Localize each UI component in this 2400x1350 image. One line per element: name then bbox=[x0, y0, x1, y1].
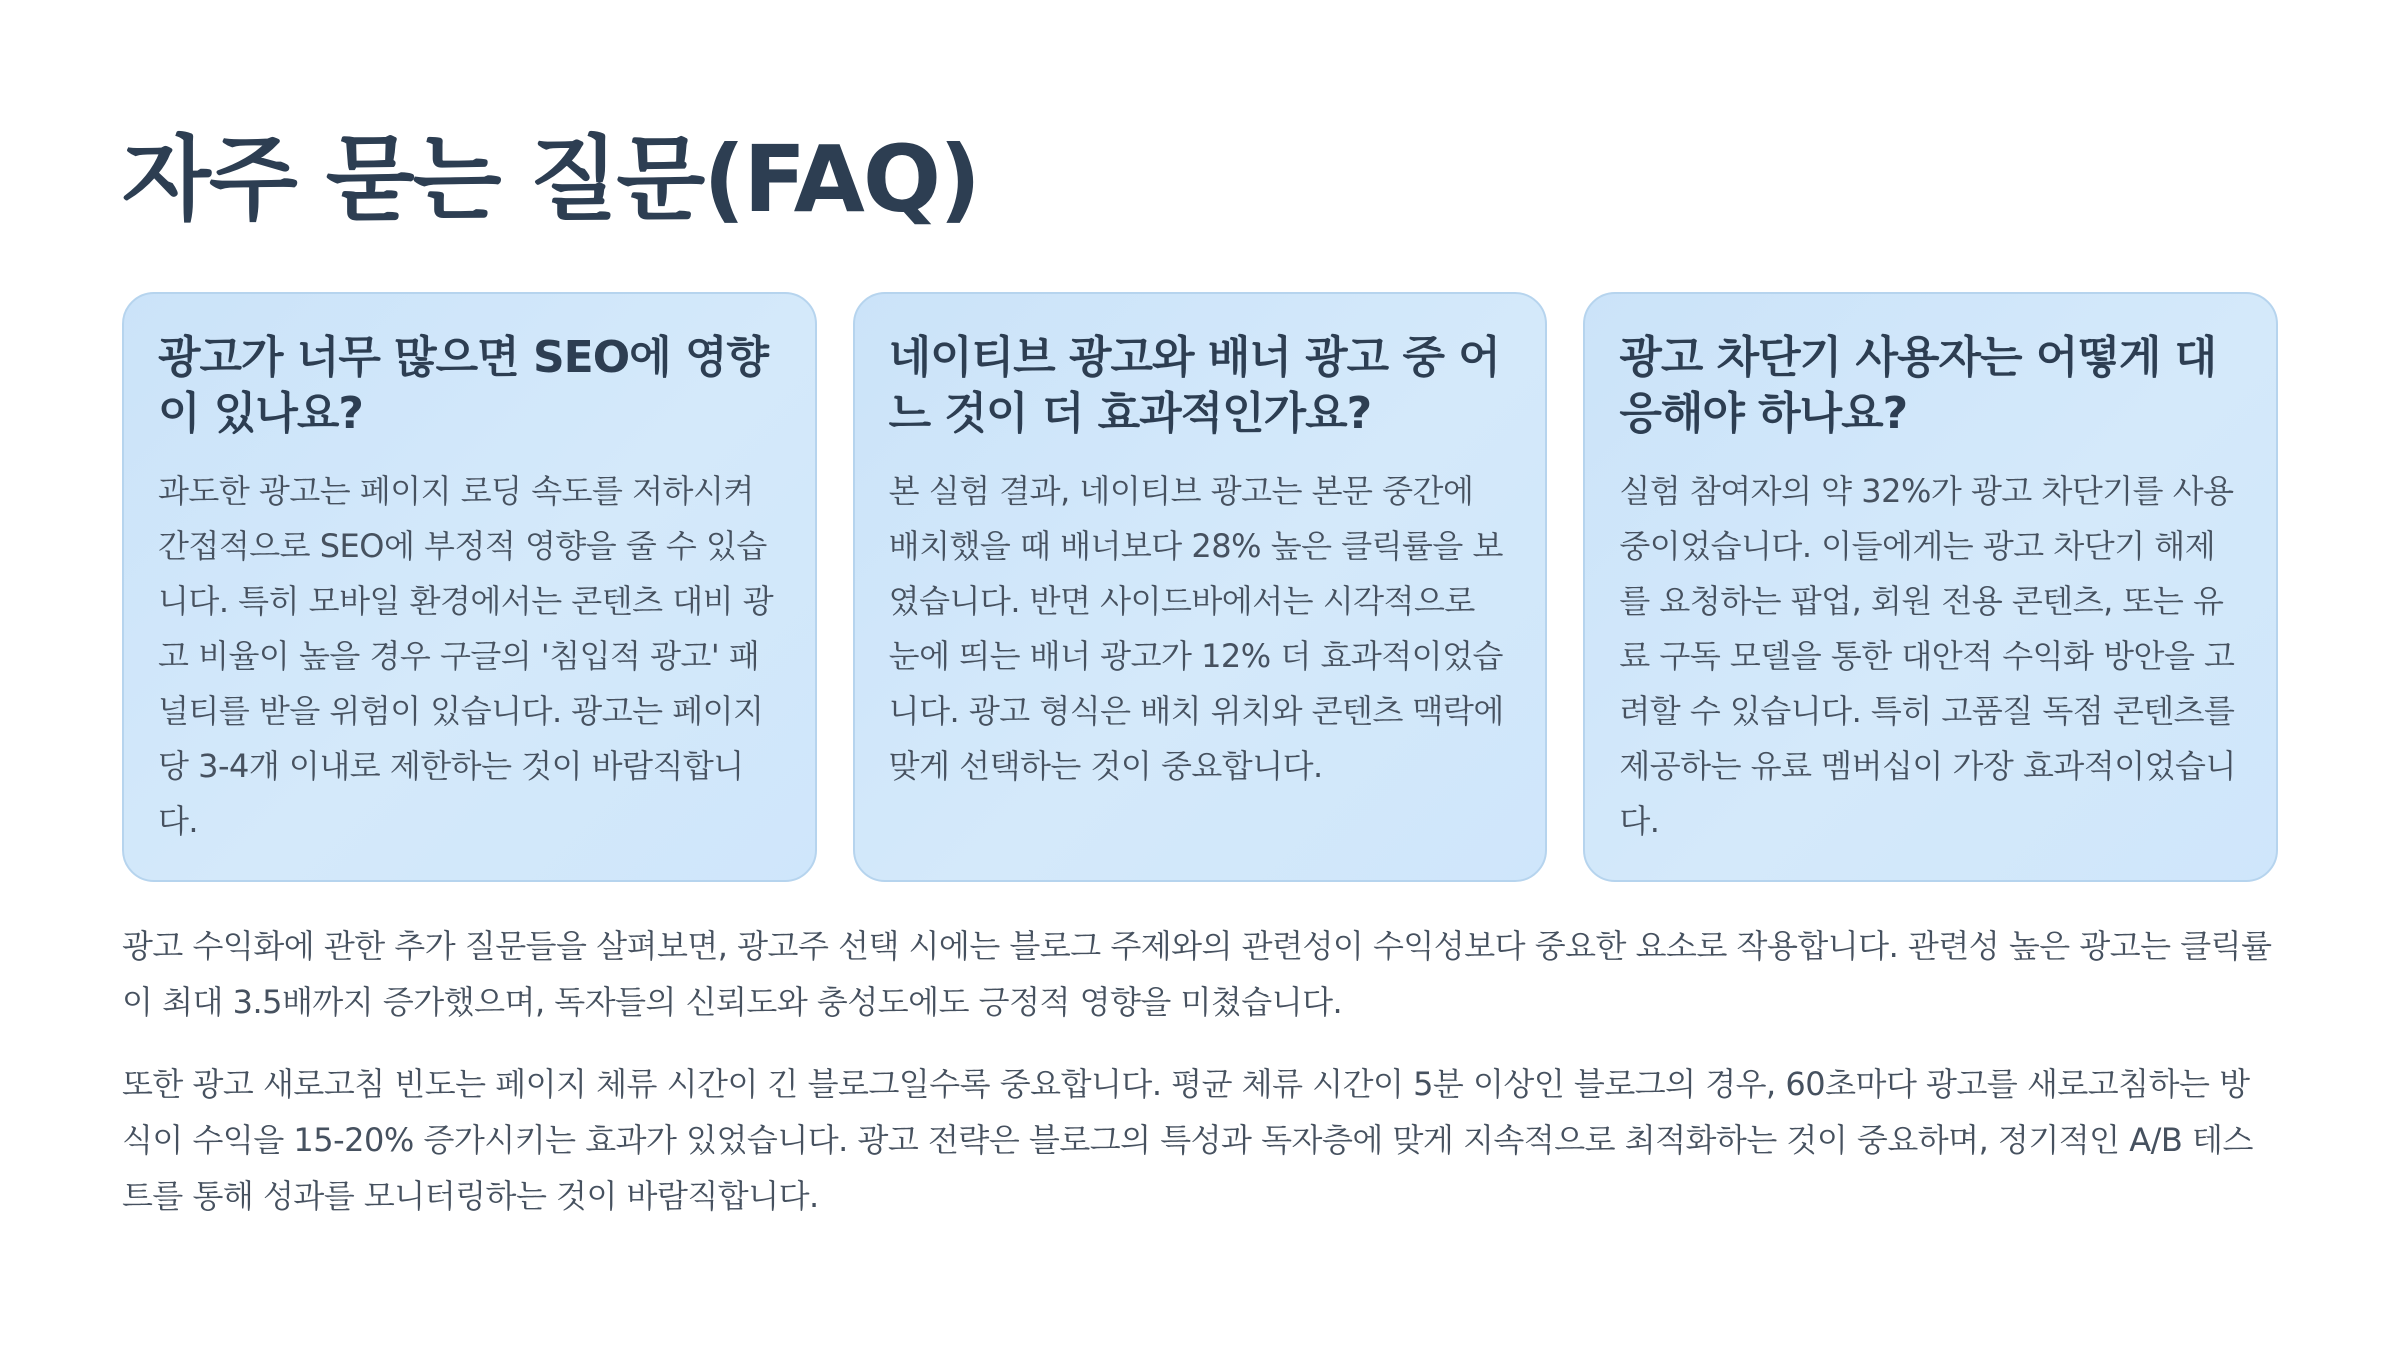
faq-question: 네이티브 광고와 배너 광고 중 어느 것이 더 효과적인가요? bbox=[888, 332, 1500, 439]
faq-card-list bbox=[122, 292, 2278, 882]
faq-card-adblock bbox=[1583, 292, 2278, 882]
faq-answer: 본 실험 결과, 네이티브 광고는 본문 중간에 배치했을 때 배너보다 28% 높은 클릭률을 보였습니다. 반면 사이드바에서는 시각적으로 눈에 띄는 배너 광고가 12% 더 효과적이었습니다. 광고 형식은 배치 위치와 콘텐츠 맥락에 맞게 선택하는 것이 중요합니다. bbox=[888, 472, 1504, 785]
faq-question: 광고가 너무 많으면 SEO에 영향이 있나요? bbox=[158, 332, 768, 439]
paragraph-ad-refresh: 또한 광고 새로고침 빈도는 페이지 체류 시간이 긴 블로그일수록 중요합니다. 평균 체류 시간이 5분 이상인 블로그의 경우, 60초마다 광고를 새로고침하는 방식이 수익을 15-20% 증가시키는 효과가 있었습니다. 광고 전략은 블로그의 특성과 독자층에 맞게 지속적으로 최적화하는 것이 중요하며, 정기적인 A/B 테스트를 통해 성과를 모니터링하는 것이 바람직합니다. bbox=[122, 1065, 2253, 1215]
body-text bbox=[122, 918, 2278, 1224]
faq-answer: 과도한 광고는 페이지 로딩 속도를 저하시켜 간접적으로 SEO에 부정적 영향을 줄 수 있습니다. 특히 모바일 환경에서는 콘텐츠 대비 광고 비율이 높을 경우 구글의 '침입적 광고' 패널티를 받을 위험이 있습니다. 광고는 페이지당 3-4개 이내로 제한하는 것이 바람직합니다. bbox=[158, 472, 774, 840]
faq-card-seo bbox=[122, 292, 817, 882]
faq-answer: 실험 참여자의 약 32%가 광고 차단기를 사용중이었습니다. 이들에게는 광고 차단기 해제를 요청하는 팝업, 회원 전용 콘텐츠, 또는 유료 구독 모델을 통한 대안적 수익화 방안을 고려할 수 있습니다. 특히 고품질 독점 콘텐츠를 제공하는 유료 멤버십이 가장 효과적이었습니다. bbox=[1619, 472, 2236, 840]
page-title: 자주 묻는 질문(FAQ) bbox=[122, 126, 980, 233]
faq-question: 광고 차단기 사용자는 어떻게 대응해야 하나요? bbox=[1619, 332, 2217, 439]
paragraph-additional-questions: 광고 수익화에 관한 추가 질문들을 살펴보면, 광고주 선택 시에는 블로그 주제와의 관련성이 수익성보다 중요한 요소로 작용합니다. 관련성 높은 광고는 클릭률이 최대 3.5배까지 증가했으며, 독자들의 신뢰도와 충성도에도 긍정적 영향을 미쳤습니다. bbox=[122, 927, 2272, 1021]
faq-card-native-vs-banner bbox=[853, 292, 1548, 882]
